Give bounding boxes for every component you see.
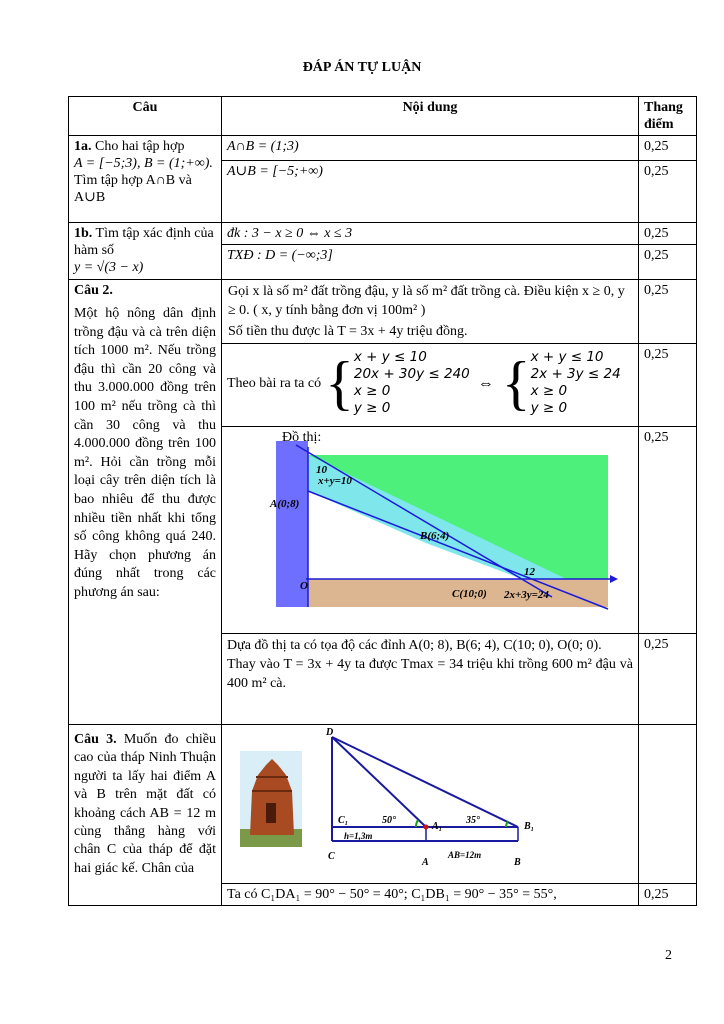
table-row (69, 725, 697, 884)
graph-axis-x-arrow (610, 575, 618, 583)
system-right: x + y ≤ 10 2x + 3y ≤ 24 x ≥ 0 y ≥ 0 (530, 349, 621, 416)
brace-right: { (501, 350, 531, 416)
tower-photo (240, 751, 302, 847)
sight-line-b (332, 737, 518, 827)
q3-diagram-cell (222, 725, 639, 884)
diagram-label-b1: B₁ (524, 821, 535, 832)
q1a-prompt: 1a. Cho hai tập hợp A = [−5;3), B = (1;+∞). Tìm tập hợp A∩B và A∪B (69, 136, 222, 223)
q3-score-last: 0,25 (639, 884, 697, 906)
page-number: 2 (665, 948, 672, 963)
diagram-label-a1: A₁ (432, 821, 443, 832)
diagram-label-a: A (422, 857, 429, 868)
diagram-label-ab: AB=12m (448, 850, 482, 860)
graph-label-line2: 2x+3y=24 (504, 589, 549, 601)
diagram-label-c: C (328, 851, 335, 862)
graph-label-10: 10 (316, 464, 327, 476)
system-left: x + y ≤ 10 20x + 30y ≤ 240 x ≥ 0 y ≥ 0 (353, 349, 470, 416)
graph-label: Đồ thị: (282, 430, 322, 445)
q2-answer-2: Theo bài ra ta có { x + y ≤ 10 20x + 30y ≤ 240 x ≥ 0 y ≥ 0 ⇔ { x + y ≤ 10 2x + 3y ≤ 24 x ≥ 0 y ≥ 0 (222, 344, 639, 427)
q2-graph-cell (222, 427, 639, 634)
q1b-score-2: 0,25 (639, 245, 697, 280)
sight-line-a (332, 737, 426, 827)
q1b-answer-1: đk : 3 − x ≥ 0 ⇔ x ≤ 3 (222, 223, 639, 245)
feasible-region-graph (222, 427, 639, 633)
q3-score-1 (639, 725, 697, 884)
q2-score-3: 0,25 (639, 427, 697, 634)
diagram-label-h: h=1,3m (344, 831, 373, 841)
table-row (69, 223, 697, 245)
diagram-label-50: 50° (382, 815, 396, 826)
equiv-sign: ⇔ (477, 374, 494, 392)
header-row (69, 97, 697, 136)
diagram-label-c1: C₁ (338, 815, 349, 826)
header-question: Câu (69, 97, 222, 136)
diagram-label-b: B (514, 857, 521, 868)
diagram-label-35: 35° (466, 815, 480, 826)
point-a1 (424, 825, 429, 830)
q2-score-4: 0,25 (639, 634, 697, 725)
q1a-score-2: 0,25 (639, 161, 697, 223)
q1b-answer-2: TXĐ : D = (−∞;3] (222, 245, 639, 280)
brace-left: { (325, 350, 354, 416)
q1a-answer-1: A∩B = (1;3) (222, 136, 639, 161)
q1a-score-1: 0,25 (639, 136, 697, 161)
header-content: Nội dung (222, 97, 639, 136)
graph-label-b: B(6;4) (420, 530, 450, 542)
page-title: ĐÁP ÁN TỰ LUẬN (302, 60, 422, 75)
graph-label-12: 12 (524, 566, 535, 578)
graph-label-o: O (300, 580, 308, 592)
graph-label-line1: x+y=10 (318, 475, 352, 487)
q2-answer-1: Gọi x là số m² đất trồng đậu, y là số m² đất trồng cà. Điều kiện x ≥ 0, y ≥ 0. ( x, y tính bằng đơn vị 100m² ) Số tiền thu được là T = 3x + 4y triệu đồng. (222, 280, 639, 344)
table-row (69, 136, 697, 161)
angle-arc-50 (416, 820, 418, 827)
q3-answer-last: Ta có C₁DA₁ = 90° − 50° = 40°; C₁DB₁ = 90° − 35° = 55°, (222, 884, 639, 906)
q1b-prompt: 1b. Tìm tập xác định của hàm số y = √(3 − x) (69, 223, 222, 280)
q1a-answer-2: A∪B = [−5;+∞) (222, 161, 639, 223)
q2-prompt: Câu 2. Một hộ nông dân định trồng đậu và cà trên diện tích 1000 m². Nếu trồng đậu thì cần 20 công và thu 3.000.000 đồng trên 100 m² nếu trồng cà thì cần 30 công và thu 4.000.000 đồng trên 100 m². Hỏi cần trồng mỗi loại cây trên diện tích là bao nhiêu để thu được nhiều tiền nhất khi tổng số công không quá 240. Hãy chọn phương án đúng nhất trong các phương án sau: (69, 280, 222, 725)
q2-answer-4: Dựa đồ thị ta có tọa độ các đỉnh A(0; 8), B(6; 4), C(10; 0), O(0; 0). Thay vào T = 3x + 4y ta được Tmax = 34 triệu khi trồng 600 m² đậu và 400 m² cà. (222, 634, 639, 725)
table-row (69, 280, 697, 344)
answer-table (68, 96, 697, 906)
graph-label-a: A(0;8) (270, 498, 300, 510)
diagram-label-d: D (326, 727, 334, 738)
header-score: Thang điểm (639, 97, 697, 136)
q3-prompt: Câu 3. Muốn đo chiều cao của tháp Ninh Thuận người ta lấy hai điểm A và B trên mặt đất có khoảng cách AB = 12 m cùng thẳng hàng với chân C của tháp để đặt hai giác kế. Chân của (69, 725, 222, 906)
tower-diagram (222, 725, 639, 883)
q2-score-2: 0,25 (639, 344, 697, 427)
graph-label-c: C(10;0) (452, 588, 487, 600)
q1b-score-1: 0,25 (639, 223, 697, 245)
q2-score-1: 0,25 (639, 280, 697, 344)
